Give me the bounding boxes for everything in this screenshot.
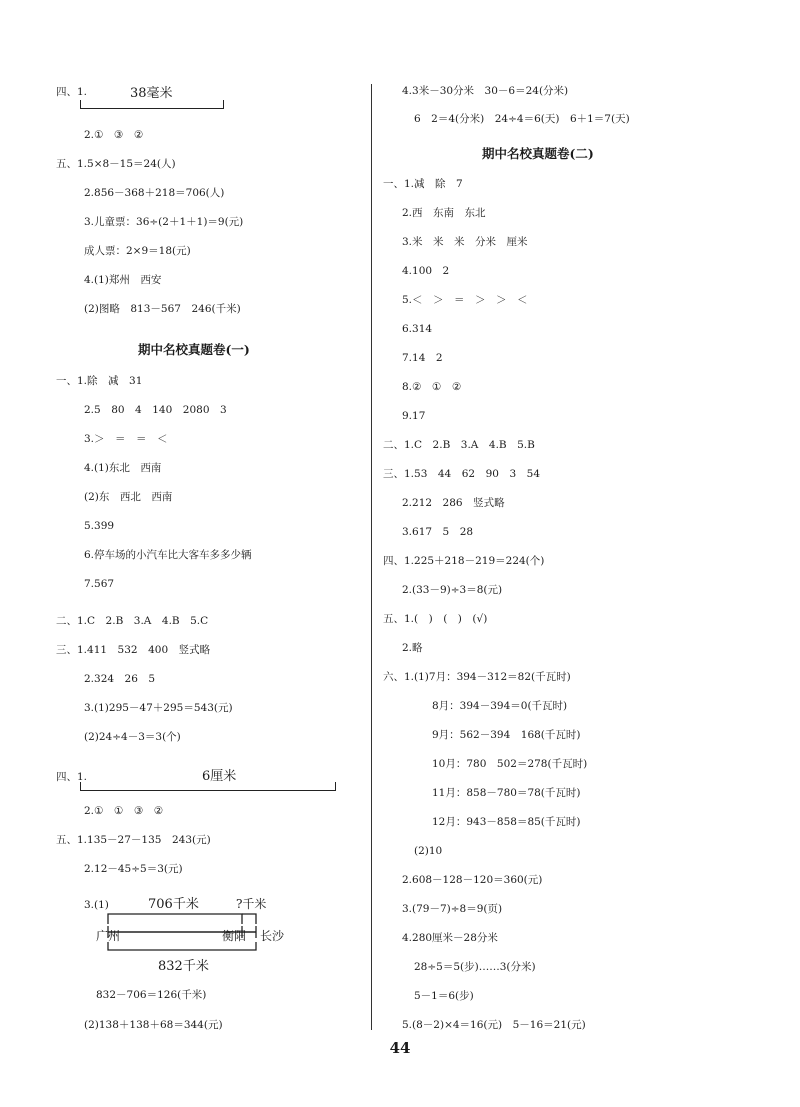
answer-line: 2.略 bbox=[402, 642, 423, 654]
answer-line: 7.14 2 bbox=[402, 352, 443, 364]
answer-line: 2.① ③ ② bbox=[84, 129, 144, 141]
answer-line: 五、1.5×8－15＝24(人) bbox=[56, 158, 176, 170]
answer-line: 二、1.C 2.B 3.A 4.B 5.C bbox=[56, 615, 209, 627]
question-label: ?千米 bbox=[236, 897, 267, 911]
answer-line: (2)10 bbox=[414, 845, 443, 857]
answer-line: 2.① ① ③ ② bbox=[84, 805, 164, 817]
answer-line: 三、1.53 44 62 90 3 54 bbox=[383, 468, 541, 480]
answer-line: (2)东 西北 西南 bbox=[84, 491, 173, 503]
answer-line: 5.(8－2)×4＝16(元) 5－16＝21(元) bbox=[402, 1019, 586, 1031]
page-number: 44 bbox=[389, 1039, 411, 1057]
section-heading: 期中名校真题卷(二) bbox=[482, 146, 594, 161]
segment-label: 38毫米 bbox=[130, 86, 173, 101]
answer-line: 2.324 26 5 bbox=[84, 673, 156, 685]
answer-line: 五、1.( ) ( ) (√) bbox=[383, 613, 488, 625]
city-label: 广州 bbox=[96, 929, 121, 943]
bottom-distance-label: 832千米 bbox=[158, 959, 209, 974]
section-heading: 期中名校真题卷(一) bbox=[138, 342, 250, 357]
answer-line: 832－706＝126(千米) bbox=[96, 989, 207, 1001]
segment-label: 6厘米 bbox=[202, 769, 237, 784]
answer-line: 4.100 2 bbox=[402, 265, 450, 277]
line-segment-38mm bbox=[80, 100, 224, 109]
answer-line: 5－1＝6(步) bbox=[414, 990, 474, 1002]
answer-line: 8.② ① ② bbox=[402, 381, 462, 393]
answer-line: 6.停车场的小汽车比大客车多多少辆 bbox=[84, 549, 252, 561]
answer-line: 2.5 80 4 140 2080 3 bbox=[84, 404, 227, 416]
answer-line: 2.856－368＋218＝706(人) bbox=[84, 187, 225, 199]
answer-line: 五、1.135－27－135 243(元) bbox=[56, 834, 211, 846]
top-distance-label: 706千米 bbox=[148, 897, 199, 912]
answer-line: 11月：858－780＝78(千瓦时) bbox=[432, 787, 581, 799]
answer-line: 8月：394－394＝0(千瓦时) bbox=[432, 700, 568, 712]
answer-line: 二、1.C 2.B 3.A 4.B 5.B bbox=[383, 439, 535, 451]
answer-line: 六、1.(1)7月：394－312＝82(千瓦时) bbox=[383, 671, 571, 683]
answer-line: 4.280厘米－28分米 bbox=[402, 932, 498, 944]
distance-diagram bbox=[96, 892, 306, 974]
answer-line: 6.314 bbox=[402, 323, 433, 335]
answer-line: (2)图略 813－567 246(千米) bbox=[84, 303, 241, 315]
answer-line: (2)24÷4－3＝3(个) bbox=[84, 731, 181, 743]
answer-line: 28÷5＝5(步)……3(分米) bbox=[414, 961, 536, 973]
answer-line: 3.米 米 米 分米 厘米 bbox=[402, 236, 528, 248]
answer-line: 3.儿童票：36÷(2＋1＋1)＝9(元) bbox=[84, 216, 244, 228]
answer-line: 10月：780 502＝278(千瓦时) bbox=[432, 758, 588, 770]
answer-line: 3.＞ ＝ ＝ ＜ bbox=[84, 433, 168, 445]
answer-line: 2.608－128－120＝360(元) bbox=[402, 874, 543, 886]
answer-line: 3.(1) bbox=[84, 899, 109, 911]
answer-line: 成人票：2×9＝18(元) bbox=[84, 245, 191, 257]
city-label: 衡阳 bbox=[222, 929, 247, 943]
answer-line: 9月：562－394 168(千瓦时) bbox=[432, 729, 581, 741]
answer-line: 6 2＝4(分米) 24÷4＝6(天) 6＋1＝7(天) bbox=[414, 113, 630, 125]
answer-line: 4.(1)郑州 西安 bbox=[84, 274, 162, 286]
answer-line: 一、1.除 减 31 bbox=[56, 375, 143, 387]
answer-line: 2.12－45÷5＝3(元) bbox=[84, 863, 183, 875]
answer-line: 2.212 286 竖式略 bbox=[402, 497, 505, 509]
answer-line: 3.(1)295－47＋295＝543(元) bbox=[84, 702, 233, 714]
answer-line: 3.(79－7)÷8＝9(页) bbox=[402, 903, 503, 915]
answer-line: 一、1.减 除 7 bbox=[383, 178, 463, 190]
answer-line: (2)138＋138＋68＝344(元) bbox=[84, 1019, 223, 1031]
answer-line: 12月：943－858＝85(千瓦时) bbox=[432, 816, 581, 828]
answer-line: 5.399 bbox=[84, 520, 115, 532]
answer-line: 三、1.411 532 400 竖式略 bbox=[56, 644, 211, 656]
answer-line: 7.567 bbox=[84, 578, 115, 590]
question-brace bbox=[242, 914, 256, 924]
top-brace bbox=[108, 914, 242, 924]
answer-line: 四、1. bbox=[56, 86, 88, 98]
answer-line: 3.617 5 28 bbox=[402, 526, 474, 538]
answer-line: 5.＜ ＞ ＝ ＞ ＞ ＜ bbox=[402, 294, 528, 306]
answer-line: 4.3米－30分米 30－6＝24(分米) bbox=[402, 85, 569, 97]
answer-line: 4.(1)东北 西南 bbox=[84, 462, 162, 474]
city-label: 长沙 bbox=[260, 929, 285, 943]
answer-line: 四、1.225＋218－219＝224(个) bbox=[383, 555, 545, 567]
answer-line: 四、1. bbox=[56, 771, 88, 783]
answer-line: 9.17 bbox=[402, 410, 426, 422]
column-divider bbox=[371, 84, 372, 1030]
answer-line: 2.(33－9)÷3＝8(元) bbox=[402, 584, 503, 596]
answer-line: 2.西 东南 东北 bbox=[402, 207, 486, 219]
bottom-brace bbox=[108, 942, 256, 950]
